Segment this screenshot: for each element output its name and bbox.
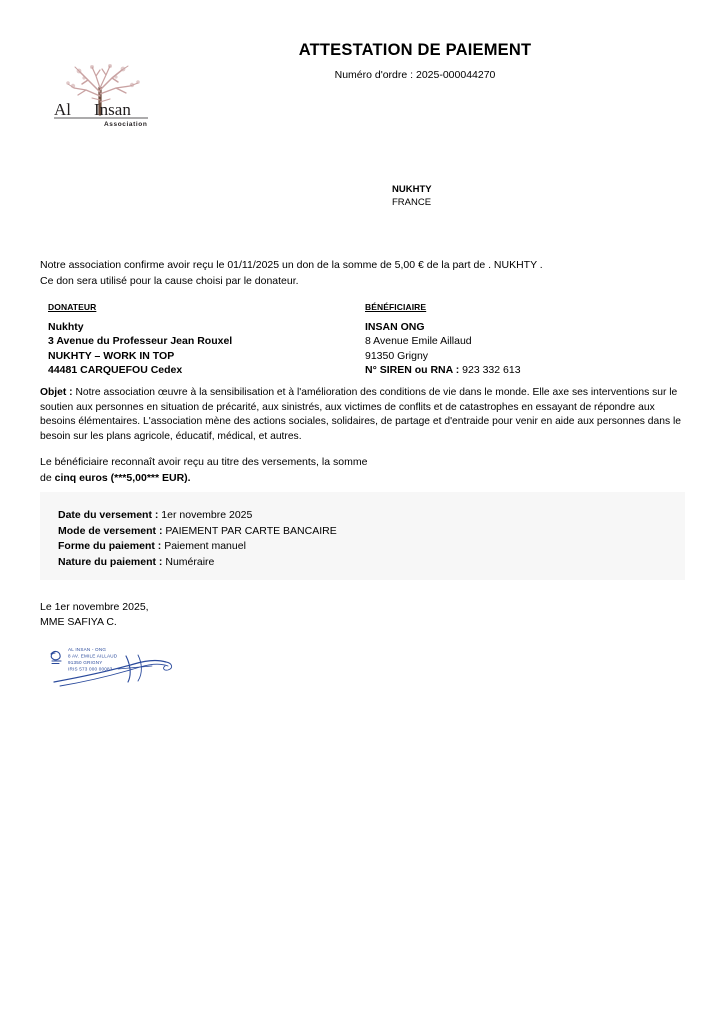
objet-label: Objet : [40,387,73,398]
order-number: Numéro d'ordre : 2025-000044270 [334,69,496,81]
detail-row-mode [58,524,685,540]
intro-line-1: Notre association confirme avoir reçu le 01/11/2025 un don de la somme de 5,00 € de la part de . NUKHTY . [40,259,543,271]
beneficiary-block [365,300,685,378]
acknowledgement-line-1: Le bénéficiaire reconnaît avoir reçu au titre des versements, la somme [40,456,368,468]
donor-name: Nukhty [48,320,84,333]
beneficiary-street: 8 Avenue Emile Aillaud [365,335,472,347]
logo-subtitle: Association [104,121,148,128]
organization-stamp [48,642,183,694]
signature-signer: MME SAFIYA C. [40,616,117,628]
objet-paragraph [40,386,690,444]
detail-row-date [58,508,685,524]
detail-label-mode: Mode de versement : [58,524,163,537]
acknowledgement-paragraph [40,455,560,486]
intro-line-2: Ce don sera utilisé pour la cause choisi par le donateur. [40,274,299,287]
donor-street: 3 Avenue du Professeur Jean Rouxel [48,335,233,347]
donor-city: 44481 CARQUEFOU Cedex [48,364,183,376]
siren-value: 923 332 613 [462,364,521,376]
objet-text: Notre association œuvre à la sensibilisation et à l'amélioration des conditions de vie dans le monde. Elle axe ses interventions sur le soutien aux personnes en situation de précarité, aux sinistrés, aux victimes de conflits et de catastrophes en essayant de répondre aux besoins élémentaires. L'association mène des actions sociales, solidaires, de partage et d'entraide pour venir en aide aux personnes dans le besoin sur les plans agricole, éducatif, médical, et autres. [40,387,682,442]
detail-value-form: Paiement manuel [164,540,246,552]
logo-name-part2: Insan [94,100,131,119]
recipient-name: NUKHTY [392,184,432,195]
stamp-line-1: AL INSAN - ONG [68,647,107,652]
beneficiary-heading: BÉNÉFICIAIRE [365,302,427,312]
detail-value-date: 1er novembre 2025 [161,509,253,521]
stamp-line-2: 8 AV. EMILE AILLAUD [68,653,118,659]
siren-label: N° SIREN ou RNA : [365,364,460,376]
detail-label-form: Forme du paiement : [58,540,162,552]
acknowledgement-suffix: . [187,471,191,484]
stamp-signature-icon [48,642,183,694]
payment-details-panel [40,492,685,580]
donor-company: NUKHTY – WORK IN TOP [48,349,175,362]
detail-row-form [58,539,685,555]
parties-section [40,300,688,380]
title-block [0,40,725,82]
signature-date: Le 1er novembre 2025, [40,601,149,613]
document-header [0,40,725,140]
logo-name-part1: Al [54,100,71,119]
acknowledgement-line-2 [40,471,560,487]
page-title: ATTESTATION DE PAIEMENT [298,41,532,59]
beneficiary-siren [365,363,685,378]
detail-label-nature: Nature du paiement : [58,555,163,568]
donor-block [48,300,368,378]
acknowledgement-amount: cinq euros (***5,00*** EUR) [54,471,188,484]
detail-row-nature [58,555,685,571]
signature-text-block [40,600,149,630]
donor-heading: DONATEUR [48,302,97,312]
beneficiary-city: 91350 Grigny [365,349,429,362]
recipient-address-block [392,183,432,209]
beneficiary-name: INSAN ONG [365,320,425,333]
intro-paragraph [40,258,688,289]
recipient-country: FRANCE [392,197,432,208]
detail-value-mode: PAIEMENT PAR CARTE BANCAIRE [165,524,337,537]
acknowledgement-prefix: de [40,471,55,484]
detail-label-date: Date du versement : [58,509,159,521]
detail-value-nature: Numéraire [165,555,215,568]
stamp-line-3: 91350 GRIGNY [68,660,103,665]
stamp-line-4: IRIS 573 000 00083 [68,666,113,672]
